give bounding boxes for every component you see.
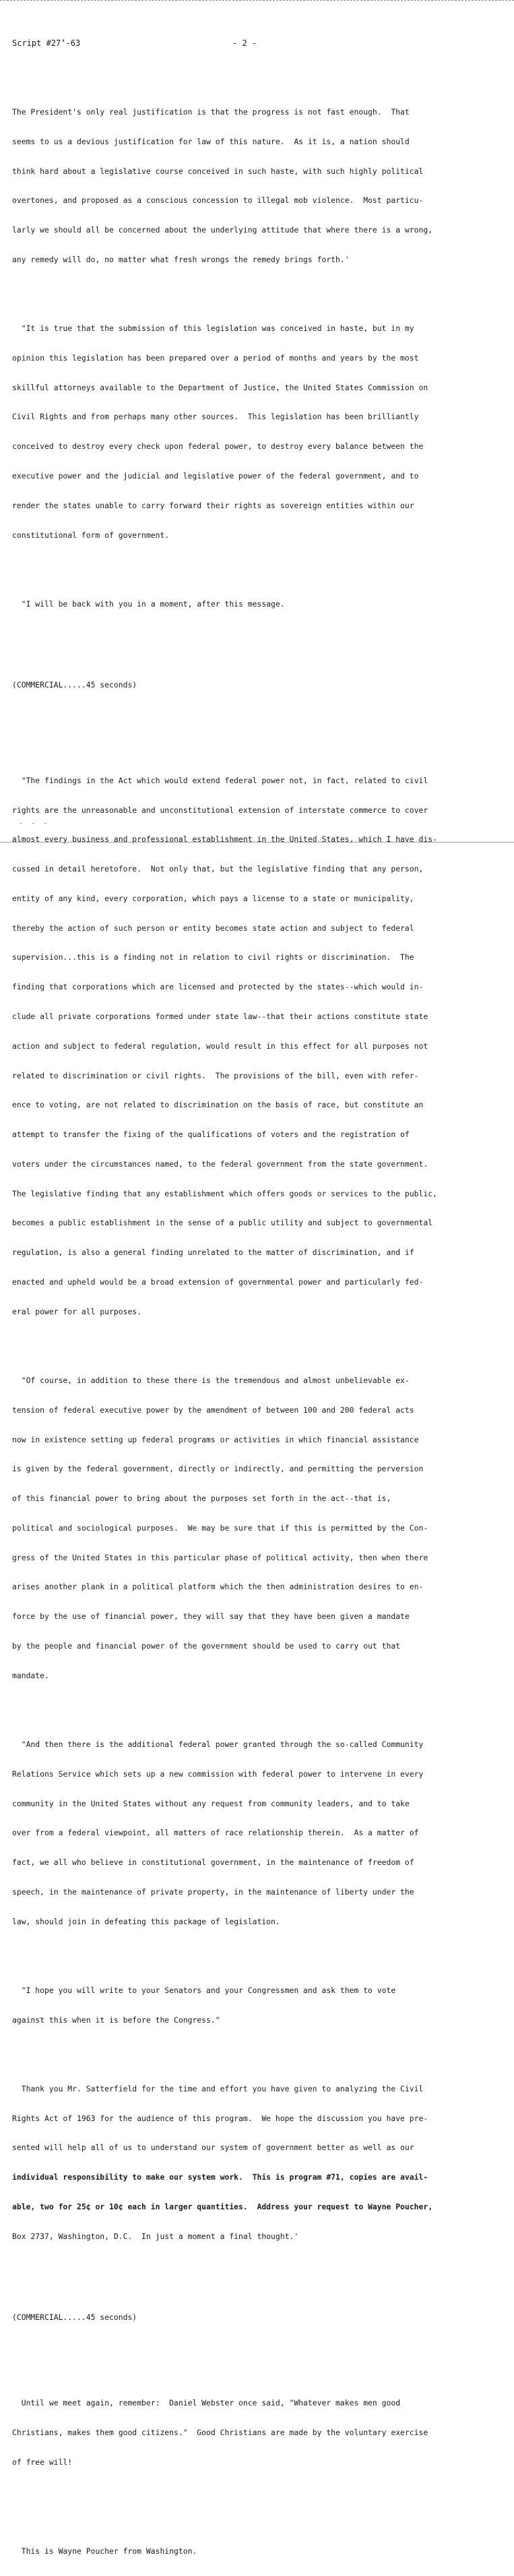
paragraph — [12, 1720, 470, 1946]
text-line: action and subject to federal regulation, would result in this effect for all purposes not — [12, 1041, 428, 1051]
text-line: "I will be back with you in a moment, after this message. — [12, 599, 285, 609]
paragraph — [12, 1966, 470, 2045]
text-line: executive power and the judicial and legislative power of the federal government, and to — [12, 470, 419, 481]
text-line: Rights Act of 1963 for the audience of this program. We hope the discussion you have pre- — [12, 2113, 428, 2123]
top-dashed-rule — [0, 0, 514, 1]
text-line: of this financial power to bring about the purposes set forth in the act--that is, — [12, 1494, 391, 1504]
text-line: supervision...this is a finding not in relation to civil rights or discrimination. The — [12, 952, 414, 962]
text-line: render the states unable to carry forward their rights as sovereign entities within our — [12, 500, 414, 510]
text-line: community in the United States without any request from community leaders, and to take — [12, 1798, 410, 1808]
text-line: almost every business and professional establishment in the United States, which I have dis- — [12, 834, 437, 845]
text-line: The President's only real justification is that the progress is not fast enough. That — [12, 106, 410, 117]
paragraph — [12, 2064, 470, 2261]
text-line: "And then there is the additional federal power granted through the so-called Community — [12, 1739, 424, 1749]
text-line: overtones, and proposed as a conscious concession to illegal mob violence. Most particu- — [12, 195, 424, 206]
text-line: law, should join in defeating this package of legislation. — [12, 1916, 280, 1926]
text-line: "Of course, in addition to these there is the tremendous and almost unbelievable ex- — [12, 1375, 410, 1385]
text-line: related to discrimination or civil rights. The provisions of the bill, even with refer- — [12, 1070, 419, 1080]
text-line: able, two for 25¢ or 10¢ each in larger quantities. Address your request to Wayne Poucher, — [12, 2201, 433, 2211]
text-line: Relations Service which sets up a new commission with federal power to intervene in every — [12, 1769, 424, 1779]
text-line: force by the use of financial power, they will say that they have been given a mandate — [12, 1612, 410, 1622]
text-line: attempt to transfer the fixing of the qualifications of voters and the registration of — [12, 1130, 410, 1140]
text-line: voters under the circumstances named, to the federal government from the state government. — [12, 1159, 428, 1169]
paragraph — [12, 756, 470, 1337]
text-line: Civil Rights and from perhaps many other sources. This legislation has been brilliantly — [12, 412, 419, 422]
page-header — [12, 38, 497, 51]
paragraph — [12, 88, 470, 284]
scan-smudge: · · · — [19, 820, 50, 828]
text-line: ence to voting, are not related to discrimination on the basis of race, but constitute an — [12, 1100, 424, 1110]
commercial-break: (COMMERCIAL.....45 seconds) — [12, 680, 137, 690]
text-line: opinion this legislation has been prepared over a period of months and years by the most — [12, 352, 419, 363]
text-line: skillful attorneys available to the Department of Justice, the United States Commission on — [12, 382, 428, 392]
page-number: - 2 - — [232, 38, 257, 48]
text-line: now in existence setting up federal programs or activities in which financial assistance — [12, 1434, 419, 1444]
text-line: fact, we all who believe in constitutional government, in the maintenance of freedom of — [12, 1858, 414, 1868]
text-line: The legislative finding that any establishment which offers goods or services to the public, — [12, 1188, 437, 1198]
text-line: by the people and financial power of the government should be used to carry out that — [12, 1641, 401, 1651]
text-line: larly we should all be concerned about the underlying attitude that where there is a wrong, — [12, 225, 433, 235]
paragraph — [12, 579, 470, 628]
text-line: "The findings in the Act which would extend federal power not, in fact, related to civil — [12, 775, 428, 785]
commercial-break: (COMMERCIAL.....45 seconds) — [12, 2312, 137, 2323]
script-id: Script #27’-63 — [12, 38, 81, 48]
text-line: finding that corporations which are licensed and protected by the states--which would in- — [12, 982, 424, 992]
script-body — [12, 58, 470, 2576]
text-line: arises another plank in a political platform which the then administration desires to en- — [12, 1582, 424, 1592]
signoff: This is Wayne Poucher from Washington. — [12, 2546, 197, 2556]
text-line: rights are the unreasonable and unconstitutional extension of interstate commerce to cover — [12, 805, 428, 815]
text-line: sented will help all of us to understand our system of government better as well as our — [12, 2143, 414, 2153]
text-line: "I hope you will write to your Senators and your Congressmen and ask them to vote — [12, 1985, 396, 1995]
text-line: conceived to destroy every check upon federal power, to destroy every balance between the — [12, 441, 424, 452]
text-line: mandate. — [12, 1670, 49, 1680]
text-line: "It is true that the submission of this legislation was conceived in haste, but in my — [12, 324, 414, 334]
closing-paragraph — [12, 2379, 470, 2487]
text-line: Thank you Mr. Satterfield for the time and effort you have given to analyzing the Civil — [12, 2083, 424, 2093]
text-line: cussed in detail heretofore. Not only that, but the legislative finding that any person, — [12, 864, 424, 874]
text-line: political and sociological purposes. We may be sure that if this is permitted by the Con- — [12, 1523, 428, 1533]
text-line: enacted and upheld would be a broad extension of governmental power and particularly fed- — [12, 1277, 424, 1287]
text-line: any remedy will do, no matter what fresh wrongs the remedy brings forth.' — [12, 254, 350, 264]
text-line: eral power for all purposes. — [12, 1306, 142, 1316]
text-line: is given by the federal government, directly or indirectly, and permitting the perversion — [12, 1464, 424, 1474]
paragraph — [12, 304, 470, 559]
text-line: speech, in the maintenance of private property, in the maintenance of liberty under the — [12, 1887, 414, 1897]
text-line: becomes a public establishment in the sense of a public utility and subject to governmental — [12, 1218, 433, 1228]
text-line: gress of the United States in this particular phase of political activity, then when there — [12, 1552, 428, 1562]
text-line: over from a federal viewpoint, all matters of race relationship therein. As a matter of — [12, 1828, 419, 1838]
text-line: constitutional form of government. — [12, 530, 170, 540]
text-line: Christians, makes them good citizens." Good Christians are made by the voluntary exercise — [12, 2427, 428, 2437]
text-line: against this when it is before the Congress." — [12, 2015, 220, 2025]
text-line: clude all private corporations formed under state law--that their actions constitute state — [12, 1012, 428, 1021]
text-line: Until we meet again, remember: Daniel Webster once said, "Whatever makes men good — [12, 2398, 401, 2408]
text-line: thereby the action of such person or entity becomes state action and subject to federal — [12, 923, 414, 933]
text-line: individual responsibility to make our system work. This is program #71, copies are avail- — [12, 2172, 428, 2182]
text-line: think hard about a legislative course conceived in such haste, with such highly political — [12, 166, 424, 176]
text-line: seems to us a devious justification for law of this nature. As it is, a nation should — [12, 136, 410, 146]
paragraph — [12, 1356, 470, 1700]
text-line: entity of any kind, every corporation, which pays a license to a state or municipality, — [12, 893, 414, 903]
text-line: Box 2737, Washington, D.C. In just a moment a final thought.' — [12, 2231, 299, 2241]
text-line: regulation, is also a general finding unrelated to the matter of discrimination, and if — [12, 1248, 414, 1258]
text-line: tension of federal executive power by the amendment of between 100 and 200 federal acts — [12, 1405, 414, 1415]
text-line: of free will! — [12, 2457, 73, 2467]
